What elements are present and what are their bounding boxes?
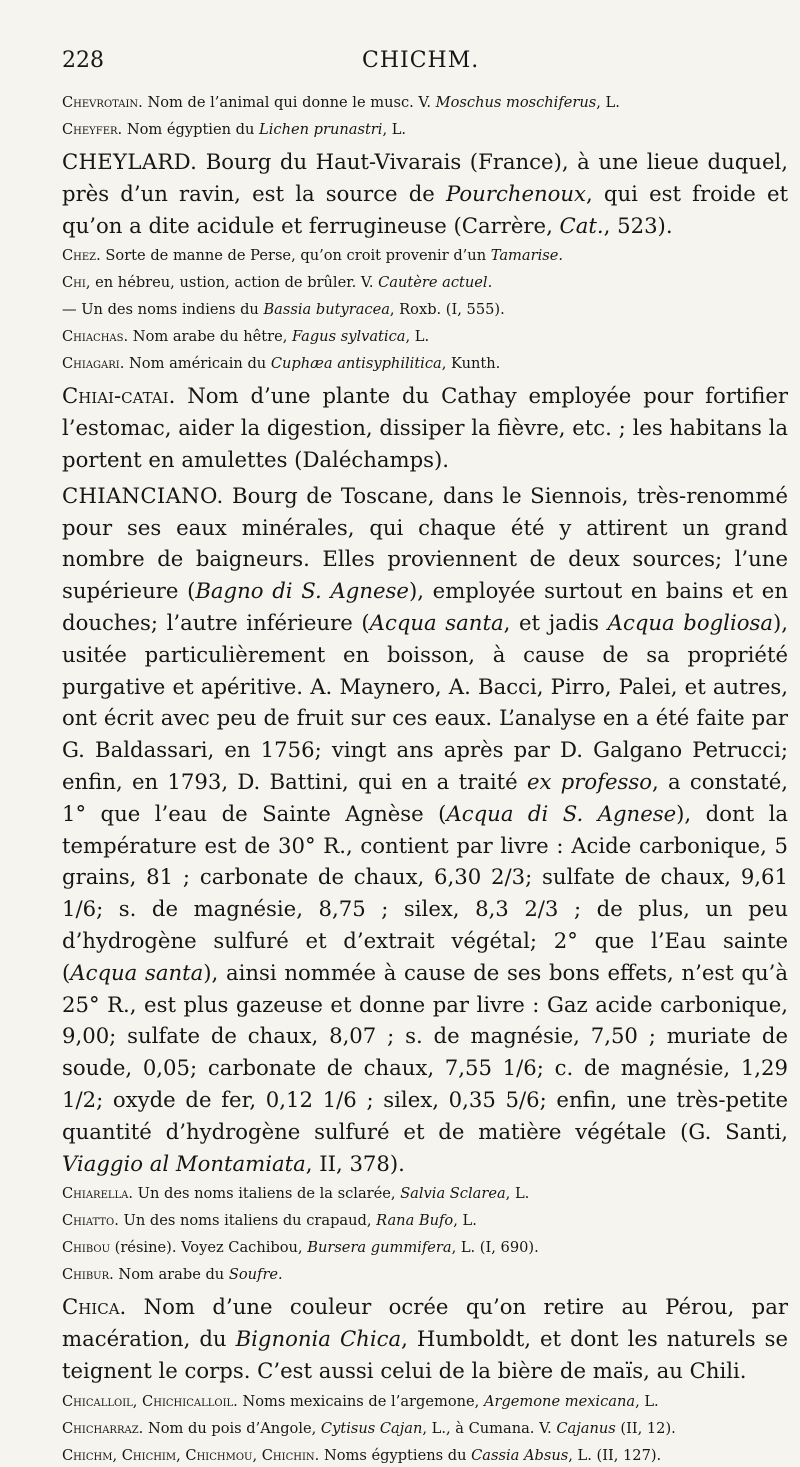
entry-text: Nom égyptien du [122, 121, 260, 138]
entry-text: (II, 12). [615, 1419, 676, 1437]
entry-italic-text: Cassia Absus [471, 1446, 569, 1464]
entry-text: Noms égyptiens du [319, 1446, 472, 1464]
entry-italic-text: Tamarise. [490, 247, 563, 265]
entry-headword: Chiagari. [62, 355, 125, 373]
entry-italic-text: Cajanus [556, 1419, 616, 1437]
page-number: 228 [62, 48, 104, 73]
dictionary-entry [62, 119, 788, 141]
entry-text: , Roxb. (I, 555). [389, 301, 505, 319]
entry-italic-text: Bagno di S. Agnese [195, 578, 409, 604]
entry-text: en hébreu, ustion, action de brûler. V. [90, 274, 379, 292]
entry-text: , L. (I, 690). [451, 1239, 539, 1257]
dictionary-entry [62, 245, 788, 267]
entry-text: Bourg de Toscane, dans le Siennois, très-renommé pour ses eaux minérales, qui chaque été y attirent un grand nombre de baigneurs. Elles proviennent de deux sources; l’une supérieure ( [62, 482, 788, 604]
entry-italic-text: Bursera gummifera [307, 1239, 452, 1257]
entry-text: Sorte de manne de Perse, qu’on croit provenir d’un [100, 247, 491, 265]
entry-headword: Chica. [62, 1294, 127, 1320]
entry-text: , L. [505, 1185, 530, 1203]
dictionary-entry [62, 480, 788, 1180]
entry-text: Nom américain du [124, 355, 271, 373]
entry-headword: Chiatto. [62, 1212, 119, 1230]
dictionary-entry [62, 380, 788, 475]
entry-text: , L. [382, 121, 407, 138]
entry-text: , II, 378). [305, 1150, 405, 1176]
entry-headword: Chibou [62, 1239, 110, 1257]
entries-column [62, 92, 788, 1467]
entry-italic-text: Viaggio al Montamiata [62, 1150, 306, 1176]
running-head: CHICHM. [362, 48, 480, 73]
entry-text: , Kunth. [441, 355, 501, 373]
entry-headword: Chichm, Chichim, Chichmou, Chichin. [62, 1446, 320, 1464]
entry-text: , 523). [603, 212, 673, 238]
entry-italic-text: Bignonia Chica [235, 1326, 402, 1352]
entry-headword: Chevrotain. [62, 94, 143, 111]
entry-text: Noms mexicains de l’argemone, [237, 1392, 484, 1410]
page-header [62, 48, 788, 92]
entry-text: , L. (II, 127). [568, 1446, 662, 1464]
dictionary-entry [62, 299, 788, 321]
entry-headword: Chez. [62, 247, 101, 265]
dictionary-entry [62, 1237, 788, 1259]
entry-text: , L. [405, 328, 430, 346]
dictionary-entry [62, 353, 788, 375]
entry-italic-text: Cat. [559, 212, 604, 238]
entry-italic-text: Salvia Sclarea [400, 1185, 506, 1203]
entry-text: Nom du pois d’Angole, [143, 1419, 321, 1437]
entry-text: , L. [453, 1212, 477, 1230]
entry-italic-text: Acqua santa [70, 959, 204, 985]
entry-text: ), employée surtout en bains et en douches; l’autre inférieure ( [62, 578, 788, 635]
entry-text: , a constaté, 1° que l’eau de Sainte Agnèse ( [62, 768, 788, 826]
entry-text: ), usitée particulièrement en boisson, à cause de sa propriété purgative et apéritive. A. Maynero, A. Bacci, Pirro, Palei, et autres, ont écrit avec peu de fruit sur ces eaux. L’analyse en a été faite par G. Baldassari, en 1756; vingt ans après par D. Galgano Petrucci; enfin, en 1793, D. Battini, qui en a traité [62, 609, 788, 794]
entry-italic-text: Acqua bogliosa [607, 609, 773, 635]
entry-italic-text: Rana Bufo [376, 1212, 454, 1230]
entry-text: Nom arabe du [113, 1266, 229, 1284]
dictionary-entry [62, 272, 788, 294]
entry-text: Nom de l’animal qui donne le musc. V. [142, 94, 436, 111]
entry-italic-text: Cautère actuel. [378, 274, 493, 292]
entry-headword: Cheyfer. [62, 121, 123, 138]
entry-text: (résine). Voyez Cachibou, [110, 1239, 308, 1257]
entry-text: , qui est froide et qu’on a dite acidule et ferrugineuse (Carrère, [62, 180, 789, 238]
entry-headword: CHIANCIANO. [62, 482, 224, 508]
entry-text: , et jadis [503, 609, 608, 635]
entry-headword: Chi, [62, 274, 91, 292]
entry-text: , L. [596, 94, 620, 111]
entry-text: Nom d’une couleur ocrée qu’on retire au Pérou, par macération, du [62, 1294, 788, 1352]
dictionary-entry [62, 1183, 788, 1205]
entry-headword: Chibur. [62, 1266, 114, 1284]
entry-headword: Chiai-catai. [62, 383, 176, 409]
entry-italic-text: Bassia butyracea [263, 301, 390, 319]
entry-text: — Un des noms indiens du [62, 301, 264, 319]
dictionary-entry [62, 146, 788, 241]
entry-italic-text: ex professo [526, 768, 653, 794]
entry-headword: Chiarella. [62, 1185, 134, 1203]
dictionary-entry [62, 92, 788, 114]
dictionary-entry [62, 1264, 788, 1286]
entry-headword: Chicalloil, Chichicalloil. [62, 1392, 238, 1410]
dictionary-entry [62, 326, 788, 348]
entry-text: Bourg du Haut-Vivarais (France), à une lieue duquel, près d’un ravin, est la source de [62, 149, 788, 206]
entry-italic-text: Lichen prunastri [259, 121, 383, 138]
entry-headword: CHEYLARD. [62, 149, 198, 174]
entry-italic-text: Acqua di S. Agnese [446, 800, 677, 826]
dictionary-entry [62, 1418, 788, 1440]
entry-text: , Humboldt, et dont les naturels se teignent le corps. C’est aussi celui de la bière de maïs, au Chili. [62, 1326, 788, 1383]
dictionary-entry [62, 1291, 788, 1386]
entry-headword: Chicharraz. [62, 1419, 144, 1437]
entry-italic-text: Cuphæa antisyphilitica [270, 355, 442, 373]
entry-text: , L., à Cumana. V. [422, 1419, 557, 1437]
entry-italic-text: Acqua santa [369, 609, 504, 635]
dictionary-entry [62, 1391, 788, 1413]
entry-italic-text: Cytisus Cajan [320, 1419, 423, 1437]
entry-text: Nom arabe du hêtre, [128, 328, 292, 346]
entry-italic-text: Soufre. [228, 1266, 283, 1284]
entry-text: Un des noms italiens du crapaud, [118, 1212, 377, 1230]
entry-italic-text: Fagus sylvatica [292, 328, 406, 346]
dictionary-entry [62, 1210, 788, 1232]
entry-text: , L. [635, 1392, 659, 1410]
entry-headword: Chiachas. [62, 328, 129, 346]
dictionary-entry [62, 1445, 788, 1467]
entry-italic-text: Argemone mexicana [483, 1392, 636, 1410]
entry-text: Un des noms italiens de la sclarée, [133, 1185, 401, 1203]
entry-text: ), ainsi nommée à cause de ses bons effets, n’est qu’à 25° R., est plus gazeuse et donne par livre : Gaz acide carbonique, 9,00; sulfate de chaux, 8,07 ; s. de magnésie, 7,50 ; muriate de soude, 0,05; carbonate de chaux, 7,55 1/6; c. de magnésie, 1,29 1/2; oxyde de fer, 0,12 1/6 ; silex, 0,35 5/6; enfin, une très-petite quantité d’hydrogène sulfuré et de matière végétale (G. Santi, [62, 959, 789, 1144]
entry-italic-text: Pourchenoux [446, 180, 587, 206]
entry-text: Nom d’une plante du Cathay employée pour fortifier l’estomac, aider la digestion, dissiper la fièvre, etc. ; les habitans la portent en amulettes (Daléchamps). [62, 383, 788, 472]
entry-text: ), dont la température est de 30° R., contient par livre : Acide carbonique, 5 grains, 81 ; carbonate de chaux, 6,30 2/3; sulfate de chaux, 9,61 1/6; s. de magnésie, 8,75 ; silex, 8,3 2/3 ; de plus, un peu d’hydrogène sulfuré et d’extrait végétal; 2° que l’Eau sainte ( [62, 800, 788, 985]
entry-italic-text: Moschus moschiferus [435, 94, 597, 111]
